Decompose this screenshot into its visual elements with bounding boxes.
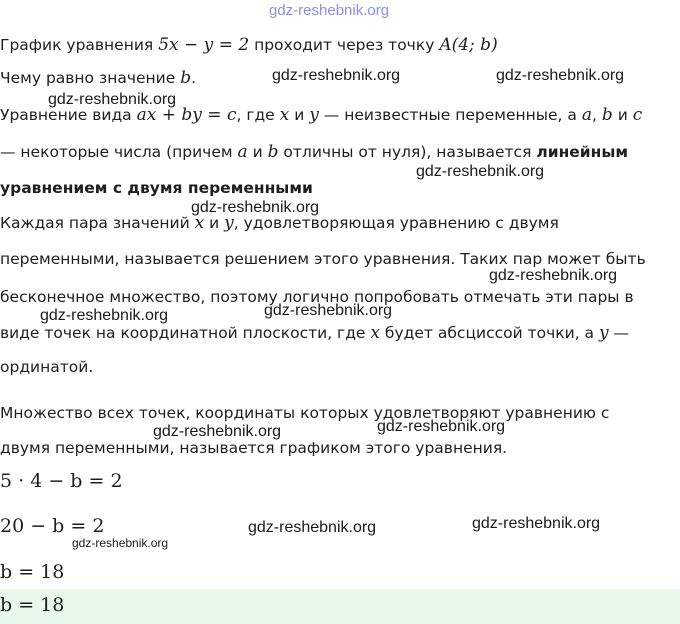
definition-text: отличны от нуля), называется bbox=[283, 143, 532, 161]
explanation-var-x: x bbox=[194, 213, 205, 233]
watermark: gdz-reshebnik.org bbox=[264, 302, 393, 319]
explanation-line-5: ординатой. bbox=[0, 358, 94, 376]
definition-var-b: b bbox=[267, 142, 279, 162]
problem-line-1 bbox=[0, 35, 498, 55]
definition-var-a: a bbox=[581, 105, 592, 125]
solution-step-3: b = 18 bbox=[0, 561, 65, 583]
definition-comma: , bbox=[591, 106, 597, 124]
definition-text: и bbox=[294, 106, 305, 124]
watermark-top: gdz-reshebnik.org bbox=[269, 2, 390, 19]
definition-var-y: y bbox=[309, 105, 319, 125]
explanation-var-y: y bbox=[224, 213, 234, 233]
definition-text: — неизвестные переменные, а bbox=[323, 106, 577, 124]
watermark: gdz-reshebnik.org bbox=[48, 91, 177, 108]
explanation-var-x: x bbox=[370, 323, 380, 343]
problem-text: проходит через точку bbox=[254, 36, 435, 54]
watermark: gdz-reshebnik.org bbox=[496, 67, 625, 84]
watermark: gdz-reshebnik.org bbox=[416, 163, 545, 180]
definition-text: и bbox=[252, 143, 263, 161]
explanation-text: Каждая пара значений bbox=[0, 214, 190, 232]
watermark: gdz-reshebnik.org bbox=[489, 267, 618, 284]
problem-variable: b bbox=[180, 68, 192, 88]
answer-value: b = 18 bbox=[0, 594, 65, 616]
watermark: gdz-reshebnik.org bbox=[191, 199, 320, 216]
definition-var-b: b bbox=[601, 105, 613, 125]
explanation-text: виде точек на координатной плоскости, где bbox=[0, 324, 366, 342]
solution-step-1: 5 · 4 − b = 2 bbox=[0, 470, 123, 492]
watermark: gdz-reshebnik.org bbox=[40, 307, 169, 324]
explanation-line-7: двумя переменными, называется графиком этого уравнения. bbox=[0, 439, 508, 457]
explanation-text: , удовлетворяющая уравнению с двумя bbox=[233, 214, 559, 232]
watermark: gdz-reshebnik.org bbox=[153, 423, 282, 440]
definition-text: Уравнение вида bbox=[0, 106, 132, 124]
explanation-line-6: Множество всех точек, координаты которых удовлетворяют уравнению с bbox=[0, 404, 610, 422]
explanation-text: будет абсциссой точки, а bbox=[384, 324, 595, 342]
watermark: gdz-reshebnik.org bbox=[248, 519, 377, 536]
explanation-line-4 bbox=[0, 323, 629, 343]
definition-equation: ax + by = c bbox=[136, 105, 237, 125]
definition-text: — некоторые числа (причем bbox=[0, 143, 233, 161]
solution-step-2: 20 − b = 2 bbox=[0, 515, 105, 537]
explanation-line-3: бесконечное множество, поэтому логично попробовать отмечать эти пары в bbox=[0, 288, 634, 306]
watermark: gdz-reshebnik.org bbox=[377, 418, 506, 435]
watermark: gdz-reshebnik.org bbox=[472, 515, 601, 532]
definition-term: линейным bbox=[536, 143, 629, 161]
answer-box bbox=[0, 589, 680, 624]
watermark: gdz-reshebnik.org bbox=[272, 67, 401, 84]
definition-term-line: уравнением с двумя переменными bbox=[0, 179, 313, 197]
explanation-text: — bbox=[613, 324, 630, 342]
explanation-line-2: переменными, называется решением этого уравнения. Таких пар может быть bbox=[0, 250, 646, 268]
problem-period: . bbox=[191, 69, 197, 87]
problem-line-2 bbox=[0, 68, 196, 88]
problem-equation: 5x − y = 2 bbox=[158, 35, 250, 55]
definition-var-c: c bbox=[632, 105, 643, 125]
problem-text: График уравнения bbox=[0, 36, 154, 54]
problem-question: Чему равно значение bbox=[0, 69, 176, 87]
definition-text: , где bbox=[236, 106, 275, 124]
definition-line-2 bbox=[0, 142, 628, 162]
definition-var-x: x bbox=[279, 105, 290, 125]
watermark: gdz-reshebnik.org bbox=[72, 536, 169, 550]
definition-text: и bbox=[617, 106, 628, 124]
explanation-text: и bbox=[209, 214, 220, 232]
definition-var-a: a bbox=[237, 142, 248, 162]
problem-point: A(4; b) bbox=[439, 35, 498, 55]
explanation-var-y: y bbox=[599, 323, 609, 343]
